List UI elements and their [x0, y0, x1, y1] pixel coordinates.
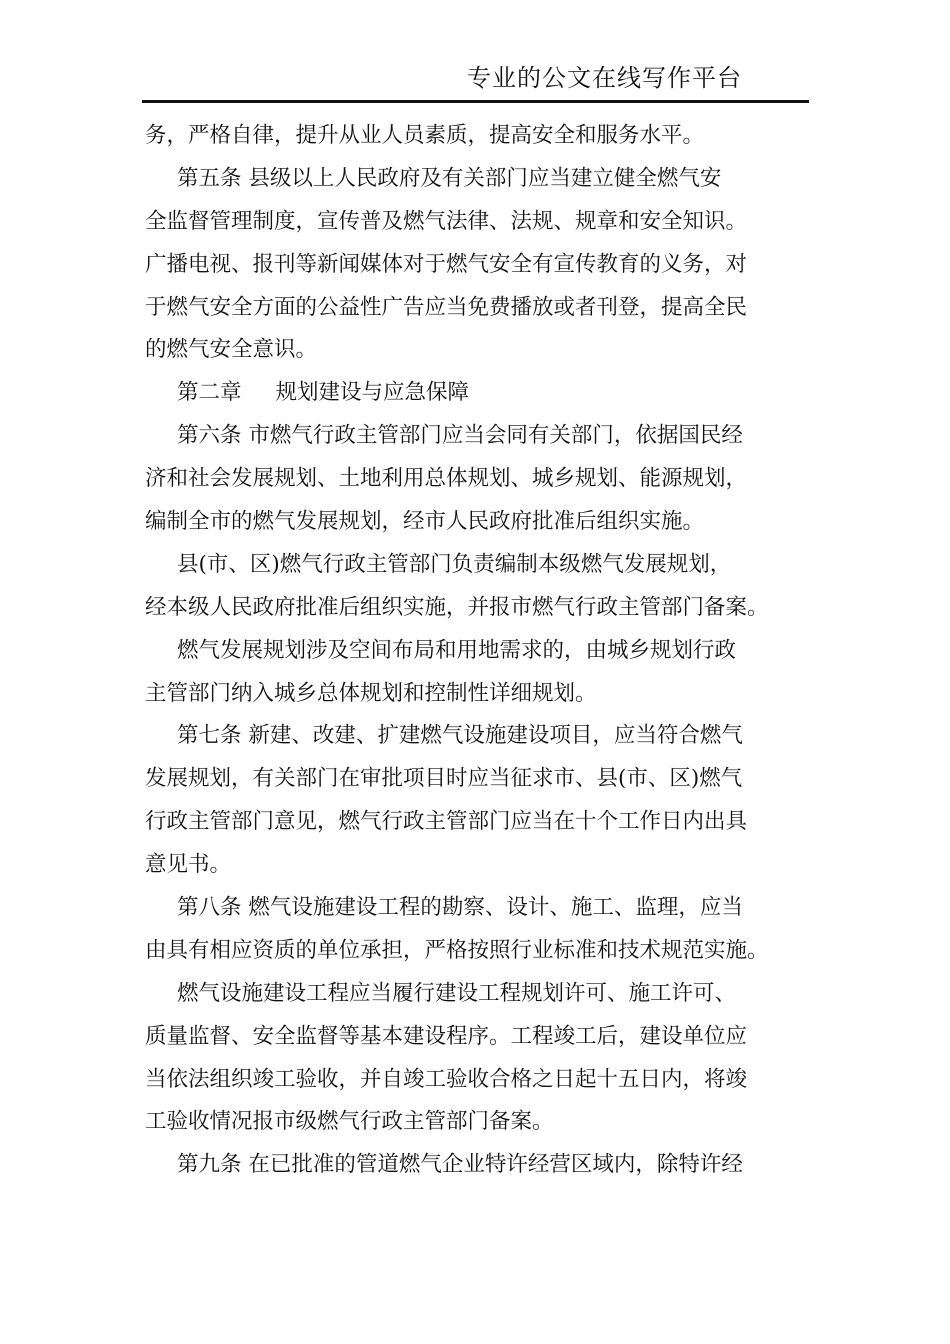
chapter-number: 第二章 — [177, 380, 242, 406]
paragraph-line: 当依法组织竣工验收，并自竣工验收合格之日起十五日内，将竣 — [145, 1066, 748, 1092]
paragraph-line: 务，严格自律，提升从业人员素质，提高安全和服务水平。 — [145, 123, 705, 148]
paragraph-line: 发展规划，有关部门在审批项目时应当征求市、县(市、区)燃气 — [145, 766, 743, 792]
header-title: 专业的公文在线写作平台 — [467, 64, 742, 92]
paragraph-line: 由具有相应资质的单位承担，严格按照行业标准和技术规范实施。 — [145, 937, 769, 963]
document-body — [145, 115, 811, 1187]
article-5-line: 第五条 县级以上人民政府及有关部门应当建立健全燃气安 — [177, 165, 722, 191]
paragraph-line: 于燃气安全方面的公益性广告应当免费播放或者刊登，提高全民 — [145, 294, 748, 320]
paragraph-line: 县(市、区)燃气行政主管部门负责编制本级燃气发展规划， — [177, 551, 732, 577]
paragraph-line: 工验收情况报市级燃气行政主管部门备案。 — [145, 1109, 554, 1135]
page-header — [0, 62, 950, 102]
paragraph-line: 行政主管部门意见，燃气行政主管部门应当在十个工作日内出具 — [145, 809, 748, 835]
chapter-title: 规划建设与应急保障 — [275, 380, 470, 406]
paragraph-line: 主管部门纳入城乡总体规划和控制性详细规划。 — [145, 680, 597, 706]
paragraph-line: 全监督管理制度，宣传普及燃气法律、法规、规章和安全知识。 — [145, 208, 748, 234]
header-divider — [142, 100, 809, 103]
paragraph-line: 经本级人民政府批准后组织实施，并报市燃气行政主管部门备案。 — [145, 594, 769, 620]
chapter-heading — [145, 372, 811, 415]
paragraph-line: 质量监督、安全监督等基本建设程序。工程竣工后，建设单位应 — [145, 1023, 748, 1049]
article-9-line: 第九条 在已批准的管道燃气企业特许经营区域内，除特许经 — [177, 1152, 743, 1178]
article-8-line: 第八条 燃气设施建设工程的勘察、设计、施工、监理，应当 — [177, 895, 743, 921]
paragraph-line: 编制全市的燃气发展规划，经市人民政府批准后组织实施。 — [145, 509, 705, 535]
article-7-line: 第七条 新建、改建、扩建燃气设施建设项目，应当符合燃气 — [177, 723, 743, 749]
paragraph-line: 意见书。 — [145, 852, 232, 878]
article-6-line: 第六条 市燃气行政主管部门应当会同有关部门，依据国民经 — [177, 423, 743, 449]
paragraph-line: 燃气设施建设工程应当履行建设工程规划许可、施工许可、 — [177, 980, 737, 1006]
paragraph-line: 济和社会发展规划、土地利用总体规划、城乡规划、能源规划， — [145, 466, 748, 492]
paragraph-line: 的燃气安全意识。 — [145, 337, 318, 363]
paragraph-line: 广播电视、报刊等新闻媒体对于燃气安全有宣传教育的义务，对 — [145, 251, 748, 277]
paragraph-line: 燃气发展规划涉及空间布局和用地需求的，由城乡规划行政 — [177, 637, 737, 663]
